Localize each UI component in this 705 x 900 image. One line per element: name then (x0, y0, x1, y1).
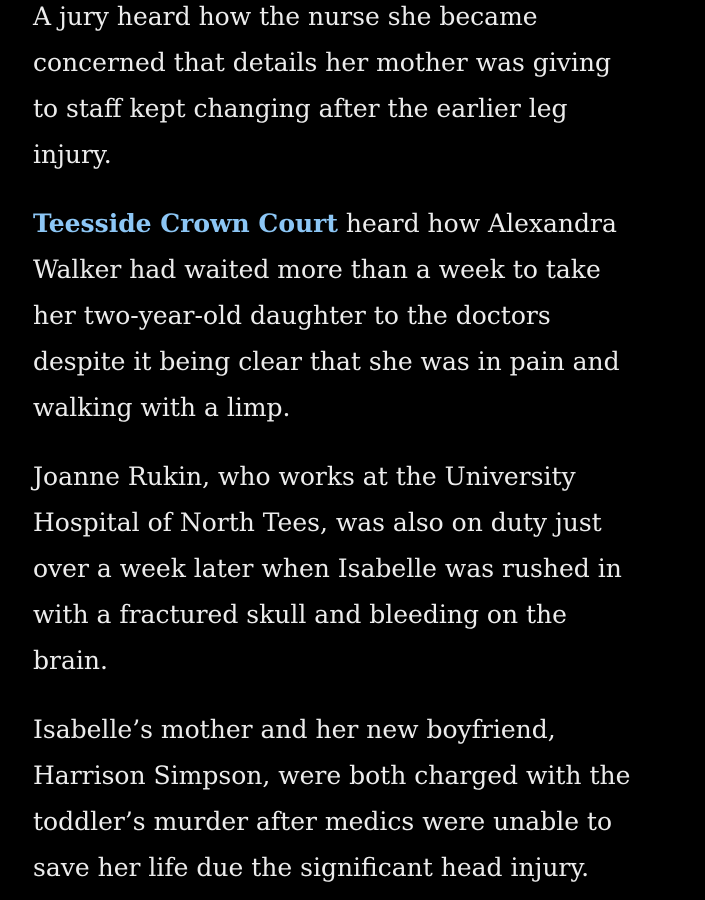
text-line: brain. (33, 646, 108, 675)
text-line: Walker had waited more than a week to take (33, 255, 601, 284)
text-line: Hospital of North Tees, was also on duty just (33, 508, 602, 537)
text-segment: heard how Alexandra (337, 209, 617, 238)
text-line: walking with a limp. (33, 393, 291, 422)
text-line: her two-year-old daughter to the doctors (33, 301, 551, 330)
text-line: to staff kept changing after the earlier leg (33, 94, 568, 123)
text-line: despite it being clear that she was in pain and (33, 347, 620, 376)
text-line: save her life due the significant head injury. (33, 853, 590, 882)
paragraph-court (33, 201, 683, 431)
paragraph-jury (33, 0, 683, 178)
paragraph-charges (33, 707, 683, 891)
text-line: Isabelle’s mother and her new boyfriend, (33, 715, 556, 744)
text-line (33, 201, 683, 247)
paragraph-rukin (33, 454, 683, 684)
text-line: injury. (33, 140, 112, 169)
teesside-crown-court-link[interactable]: Teesside Crown Court (33, 209, 338, 238)
text-line: concerned that details her mother was giving (33, 48, 612, 77)
text-line: Harrison Simpson, were both charged with the (33, 761, 631, 790)
text-line: Joanne Rukin, who works at the University (33, 462, 576, 491)
text-line: with a fractured skull and bleeding on the (33, 600, 567, 629)
text-line: A jury heard how the nurse she became (33, 2, 538, 31)
text-line: over a week later when Isabelle was rushed in (33, 554, 622, 583)
text-line: toddler’s murder after medics were unable to (33, 807, 613, 836)
